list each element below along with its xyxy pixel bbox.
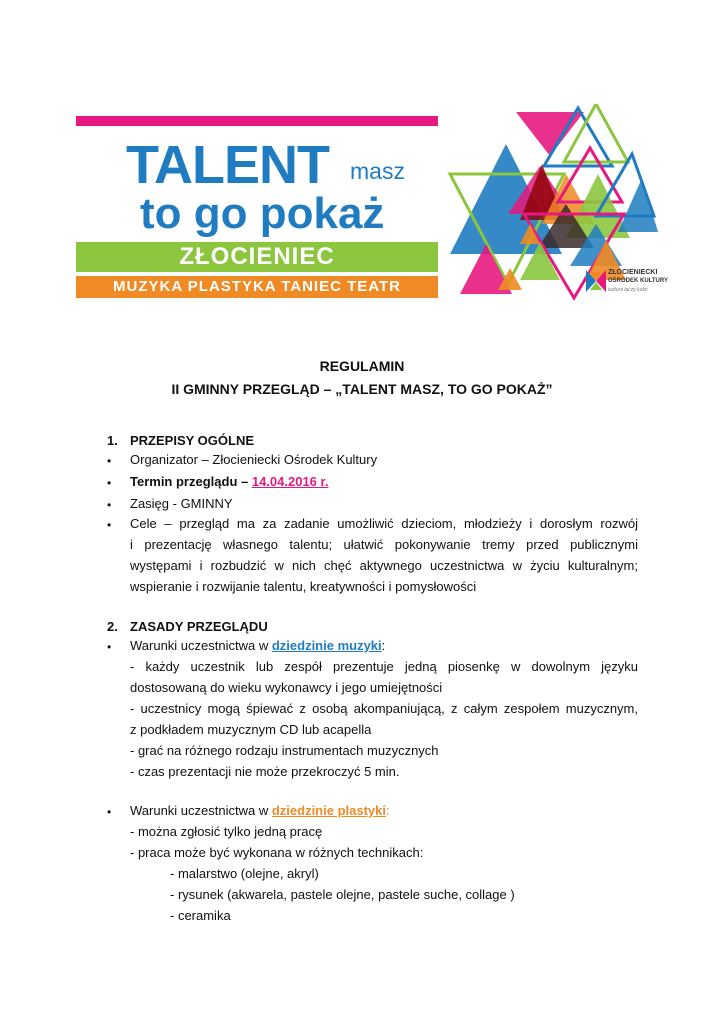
document-title: REGULAMIN bbox=[319, 358, 405, 374]
art-conditions-suffix: : bbox=[386, 803, 390, 818]
music-discipline-link[interactable]: dziedzinie muzyki bbox=[271, 638, 382, 653]
document-subtitle: II GMINNY PRZEGLĄD – „TALENT MASZ, TO GO POKAŻ” bbox=[171, 381, 553, 397]
term-date: 14.04.2016 r. bbox=[251, 474, 329, 489]
music-rule-line: - uczestnicy mogą śpiewać z osobą akompaniującą, z całym zespołem muzycznym, bbox=[130, 701, 638, 716]
art-rule-line: - praca może być wykonana w różnych technikach: bbox=[130, 845, 424, 860]
banner-city-bar: ZŁOCIENIEC bbox=[76, 242, 438, 272]
section-2-number: 2. bbox=[107, 619, 118, 634]
section-1-title: PRZEPISY OGÓLNE bbox=[130, 433, 255, 448]
scope-line: Zasięg - GMINNY bbox=[130, 496, 233, 511]
art-discipline-link[interactable]: dziedzinie plastyki bbox=[271, 803, 386, 818]
event-banner bbox=[76, 116, 438, 298]
art-rule-line: - można zgłosić tylko jedną pracę bbox=[130, 824, 323, 839]
section-1-number: 1. bbox=[107, 433, 118, 448]
art-technique-line: - rysunek (akwarela, pastele olejne, pastele suche, collage ) bbox=[170, 887, 515, 902]
organizer-logo-subname: OŚRODEK KULTURY bbox=[608, 278, 668, 284]
banner-pink-stripe bbox=[76, 116, 438, 126]
term-line bbox=[130, 475, 328, 488]
goals-line: i prezentację własnego talentu; ułatwić pokonywanie tremy przed publicznymi bbox=[130, 537, 638, 552]
goals-line: występami i rozbudzić w nich chęć aktywnego uczestnictwa w życiu kulturalnym; bbox=[130, 558, 638, 573]
music-conditions-line bbox=[130, 639, 385, 652]
music-rule-line: z podkładem muzycznym CD lub acapella bbox=[130, 722, 372, 737]
music-rule-line: - grać na różnego rodzaju instrumentach muzycznych bbox=[130, 743, 439, 758]
banner-masz-text: masz bbox=[350, 158, 405, 184]
term-label: Termin przeglądu – bbox=[130, 474, 252, 489]
organizer-logo bbox=[584, 266, 670, 300]
goals-line: Cele – przegląd ma za zadanie umożliwić dzieciom, młodzieży i dorosłym rozwój bbox=[130, 516, 638, 531]
banner-talent-text: TALENT bbox=[126, 135, 329, 195]
bullet-icon: • bbox=[107, 640, 112, 654]
banner-to-go-pokaz-text: to go pokaż bbox=[140, 189, 385, 238]
music-rule-line: - czas prezentacji nie może przekroczyć 5 min. bbox=[130, 764, 400, 779]
organizer-logo-tagline: kultura łączy ludzi bbox=[608, 287, 648, 293]
bullet-icon: • bbox=[107, 454, 112, 468]
bullet-icon: • bbox=[107, 805, 112, 819]
art-technique-line: - ceramika bbox=[170, 908, 231, 923]
organizer-line: Organizator – Złocieniecki Ośrodek Kultury bbox=[130, 452, 378, 467]
art-conditions-prefix: Warunki uczestnictwa w bbox=[130, 803, 272, 818]
section-2-title: ZASADY PRZEGLĄDU bbox=[130, 619, 268, 634]
bullet-icon: • bbox=[107, 476, 112, 490]
organizer-logo-mark-icon bbox=[584, 268, 608, 294]
banner-disciplines-bar: MUZYKA PLASTYKA TANIEC TEATR bbox=[76, 276, 438, 298]
goals-line: wspieranie i rozwijanie talentu, kreatywności i pomysłowości bbox=[130, 579, 477, 594]
music-conditions-suffix: : bbox=[381, 638, 386, 653]
music-rule-line: dostosowaną do wieku wykonawcy i jego umiejętności bbox=[130, 680, 443, 695]
organizer-logo-name: ZŁOCIENIECKI bbox=[608, 269, 658, 276]
music-conditions-prefix: Warunki uczestnictwa w bbox=[130, 638, 272, 653]
bullet-icon: • bbox=[107, 518, 112, 532]
art-conditions-line bbox=[130, 804, 390, 817]
music-rule-line: - każdy uczestnik lub zespół prezentuje jedną piosenkę w dowolnym języku bbox=[130, 659, 638, 674]
art-technique-line: - malarstwo (olejne, akryl) bbox=[170, 866, 319, 881]
bullet-icon: • bbox=[107, 498, 112, 512]
